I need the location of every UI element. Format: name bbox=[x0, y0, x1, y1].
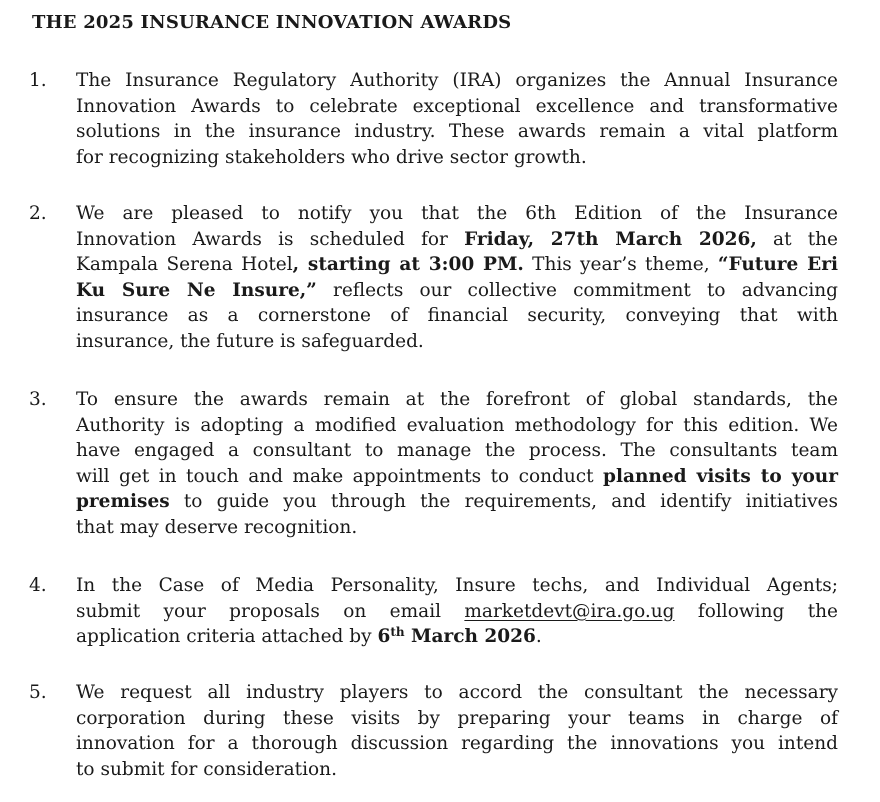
theme-text: Ku Sure Ne Insure,” bbox=[76, 279, 317, 301]
text-line bbox=[76, 624, 838, 650]
event-time: 3:00 PM. bbox=[428, 254, 524, 275]
text-run: at the bbox=[756, 228, 838, 250]
text-line: Authority is adopting a modified evaluation methodology for this edition. We bbox=[76, 414, 838, 436]
text-run: Innovation Awards is scheduled for bbox=[76, 228, 465, 250]
text-line bbox=[76, 599, 838, 625]
text-line: insurance, the future is safeguarded. bbox=[76, 330, 424, 352]
item-number: 3. bbox=[29, 389, 47, 410]
item-text bbox=[76, 573, 838, 650]
item-number: 4. bbox=[29, 575, 47, 596]
text-line bbox=[76, 252, 838, 278]
email-link[interactable]: marketdevt@ira.go.ug bbox=[464, 600, 675, 622]
text-line: that may deserve recognition. bbox=[76, 516, 358, 538]
text-line: We are pleased to notify you that the 6th Edition of the Insurance bbox=[76, 203, 838, 224]
text-line bbox=[76, 464, 838, 490]
text-line: The Insurance Regulatory Authority (IRA) organizes the Annual Insurance bbox=[76, 70, 838, 91]
text-line: solutions in the insurance industry. These awards remain a vital platform bbox=[76, 121, 838, 142]
text-run: reflects our collective commitment to advancing bbox=[316, 279, 839, 301]
text-line: insurance as a cornerstone of financial security, conveying that with bbox=[76, 305, 838, 326]
text-run: , starting at bbox=[292, 254, 429, 275]
item-text bbox=[76, 201, 838, 354]
text-run: submit your proposals on email bbox=[76, 600, 465, 622]
text-line bbox=[76, 489, 838, 515]
ordinal-suffix: th bbox=[390, 625, 405, 639]
text-line: to submit for consideration. bbox=[76, 758, 337, 780]
theme-text: “Future Eri bbox=[717, 254, 839, 275]
emphasis-text: planned visits to your bbox=[603, 465, 838, 487]
text-line bbox=[76, 278, 838, 304]
event-date: Friday, 27th March 2026, bbox=[464, 228, 757, 250]
item-number: 2. bbox=[29, 203, 47, 224]
text-run: will get in touch and make appointments to conduct bbox=[76, 465, 604, 487]
text-line: To ensure the awards remain at the forefront of global standards, the bbox=[76, 389, 838, 410]
text-run: application criteria attached by bbox=[76, 626, 378, 647]
emphasis-text: premises bbox=[76, 491, 170, 512]
text-line: innovation for a thorough discussion regarding the innovations you intend bbox=[76, 733, 838, 754]
item-text bbox=[76, 387, 838, 540]
text-run: following the bbox=[674, 600, 838, 622]
item-number: 1. bbox=[29, 70, 47, 91]
text-line bbox=[76, 227, 838, 253]
text-line: for recognizing stakeholders who drive sector growth. bbox=[76, 146, 587, 168]
text-line: We request all industry players to accord the consultant the necessary bbox=[76, 682, 838, 703]
venue: Kampala Serena Hotel bbox=[76, 254, 293, 275]
text-line: have engaged a consultant to manage the process. The consultants team bbox=[76, 440, 838, 461]
text-run: This year’s theme, bbox=[523, 254, 718, 275]
text-line: In the Case of Media Personality, Insure techs, and Individual Agents; bbox=[76, 575, 838, 596]
document-title: THE 2025 INSURANCE INNOVATION AWARDS bbox=[32, 12, 512, 33]
deadline-month: March 2026 bbox=[404, 626, 536, 647]
deadline-day: 6 bbox=[377, 626, 391, 647]
text-line: corporation during these visits by preparing your teams in charge of bbox=[76, 707, 838, 729]
text-run: . bbox=[535, 626, 542, 647]
text-run: to guide you through the requirements, and identify initiatives bbox=[169, 491, 838, 512]
item-text bbox=[76, 68, 838, 170]
item-text bbox=[76, 680, 838, 782]
item-number: 5. bbox=[29, 682, 47, 703]
text-line: Innovation Awards to celebrate exceptional excellence and transformative bbox=[76, 95, 838, 117]
